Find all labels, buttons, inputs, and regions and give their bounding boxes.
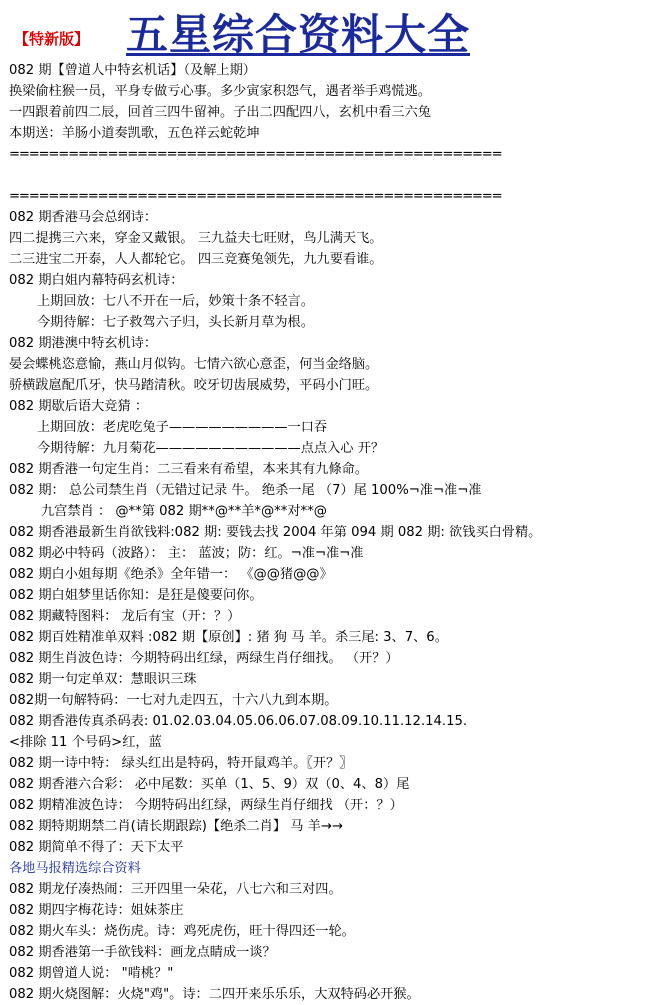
text-line: 082 期一句定单双：慧眼识三珠 [9, 672, 197, 687]
edition-badge: 【特新版】 [14, 30, 90, 48]
text-line: 082 期生肖波色诗：今期特码出红绿，两绿生肖仔细找。 （开？） [9, 651, 399, 666]
text-line: 082 期白姐梦里话你知：是狂是傻要问你。 [9, 588, 263, 603]
separator-line: ================================================== [9, 189, 502, 204]
text-line: 082期一句解特码：一七对九走四五，十六八九到本期。 [9, 693, 338, 708]
text-line: 晏会蝶桃恣意愉，燕山月似钩。七情六欲心意歪，何当金络脑。 [9, 357, 379, 372]
text-line: 四二提携三六来，穿金又戴银。 三九益夫七旺财，鸟儿满天飞。 [9, 231, 383, 246]
text-line: 082 期四字梅花诗：姐妹茶庄 [9, 903, 184, 918]
text-line: 082 期香港最新生肖欲钱料:082 期: 要钱去找 2004 年第 094 期 082 期: 欲钱买白骨精。 [9, 525, 542, 540]
text-line: 082 期百姓精准单双料 :082 期【原创】: 猪 狗 马 羊。杀三尾: 3、7、6。 [9, 630, 448, 645]
text-line: 骄横跋扈配爪牙，快马踏清秋。咬牙切齿展威势，平码小门旺。 [9, 378, 379, 393]
text-line: 082 期龙仔凑热闹：三开四里一朵花，八七六和三对四。 [9, 882, 342, 897]
text-line: 082 期一诗中特： 绿头红出是特码，特开鼠鸡羊。〖开？〗 [9, 756, 353, 771]
text-line: 082 期歇后语大竞猜 ： [9, 399, 149, 414]
text-line: 082 期藏特图料： 龙后有宝（开：？） [9, 609, 241, 624]
text-line: 082 期曾道人说： "啃桃？" [9, 966, 174, 981]
text-line: 082 期火车头：烧伤虎。诗：鸡死虎伤，旺十得四还一轮。 [9, 924, 355, 939]
text-line: 082 期香港六合彩： 必中尾数：买单（1、5、9）双（0、4、8）尾 [9, 777, 410, 792]
text-line: 082 期白小姐每期《绝杀》全年错一： 《@@猪@@》 [9, 567, 333, 582]
text-line: 上期回放：老虎吃兔子—————————一口吞 [37, 420, 328, 435]
text-line: 082 期简单不得了：天下太平 [9, 840, 184, 855]
text-line: 082 期必中特码（波路）： 主： 蓝波；防：红。¬准¬准¬准 [9, 546, 364, 561]
text-line: 082 期火烧图解：火烧"鸡"。诗：二四开来乐乐乐，大双特码必开猴。 [9, 987, 420, 1002]
text-line: 上期回放：七八不开在一后，妙策十条不轻言。 [37, 294, 314, 309]
text-line: 今期待解：七子救驾六子归，头长新月草为根。 [37, 315, 314, 330]
text-line: 一四跟着前四二辰，回首三四牛留神。子出二四配四八，玄机中看三六兔 [9, 105, 431, 120]
text-line: 今期待解：九月菊花———————————点点入心 开？ [37, 441, 385, 456]
text-line: 各地马报精选综合资料 [9, 861, 141, 876]
text-line: <排除 11 个号码>红，蓝 [9, 735, 162, 750]
text-line: 082 期港澳中特玄机诗： [9, 336, 158, 351]
document-body [9, 60, 649, 1005]
text-line: 082 期白姐内幕特码玄机诗： [9, 273, 184, 288]
page-title: 五星综合资料大全 [126, 10, 471, 59]
text-line: 082 期香港一句定生肖：二三看来有希望，本来其有九條命。 [9, 462, 369, 477]
text-line: 082 期特期期禁二肖(请长期跟踪)【绝杀二肖】 马 羊→→ [9, 819, 343, 834]
text-line: 九宫禁肖 ： @**第 082 期**@**羊*@**对**@ [41, 504, 327, 519]
text-line: 082 期香港马会总纲诗： [9, 210, 158, 225]
separator-line: ================================================== [9, 147, 502, 162]
text-line: 082 期精准波色诗： 今期特码出红绿，两绿生肖仔细找 （开：？） [9, 798, 403, 813]
text-line: 082 期香港传真杀码表: 01.02.03.04.05.06.06.07.08.09.10.11.12.14.15. [9, 714, 468, 729]
blank-line [9, 165, 649, 186]
text-line: 082 期： 总公司禁生肖（无错过记录 牛。 绝杀一尾 （7）尾 100%¬准¬准¬准 [9, 483, 482, 498]
text-line: 082 期【曾道人中特玄机话】（及解上期） [9, 63, 256, 78]
text-line: 本期送：羊肠小道奏凯歌，五色祥云蛇乾坤 [9, 126, 260, 141]
text-line: 082 期香港第一手欲钱料：画龙点睛成一谈？ [9, 945, 276, 960]
header [0, 0, 656, 60]
text-line: 二三进宝二开泰，人人都轮它。 四三竞赛兔领先，九九要看谁。 [9, 252, 383, 267]
text-line: 换梁偷柱猴一员，平身专做亏心事。多少寅家积怨气，遇者举手鸡慌逃。 [9, 84, 431, 99]
